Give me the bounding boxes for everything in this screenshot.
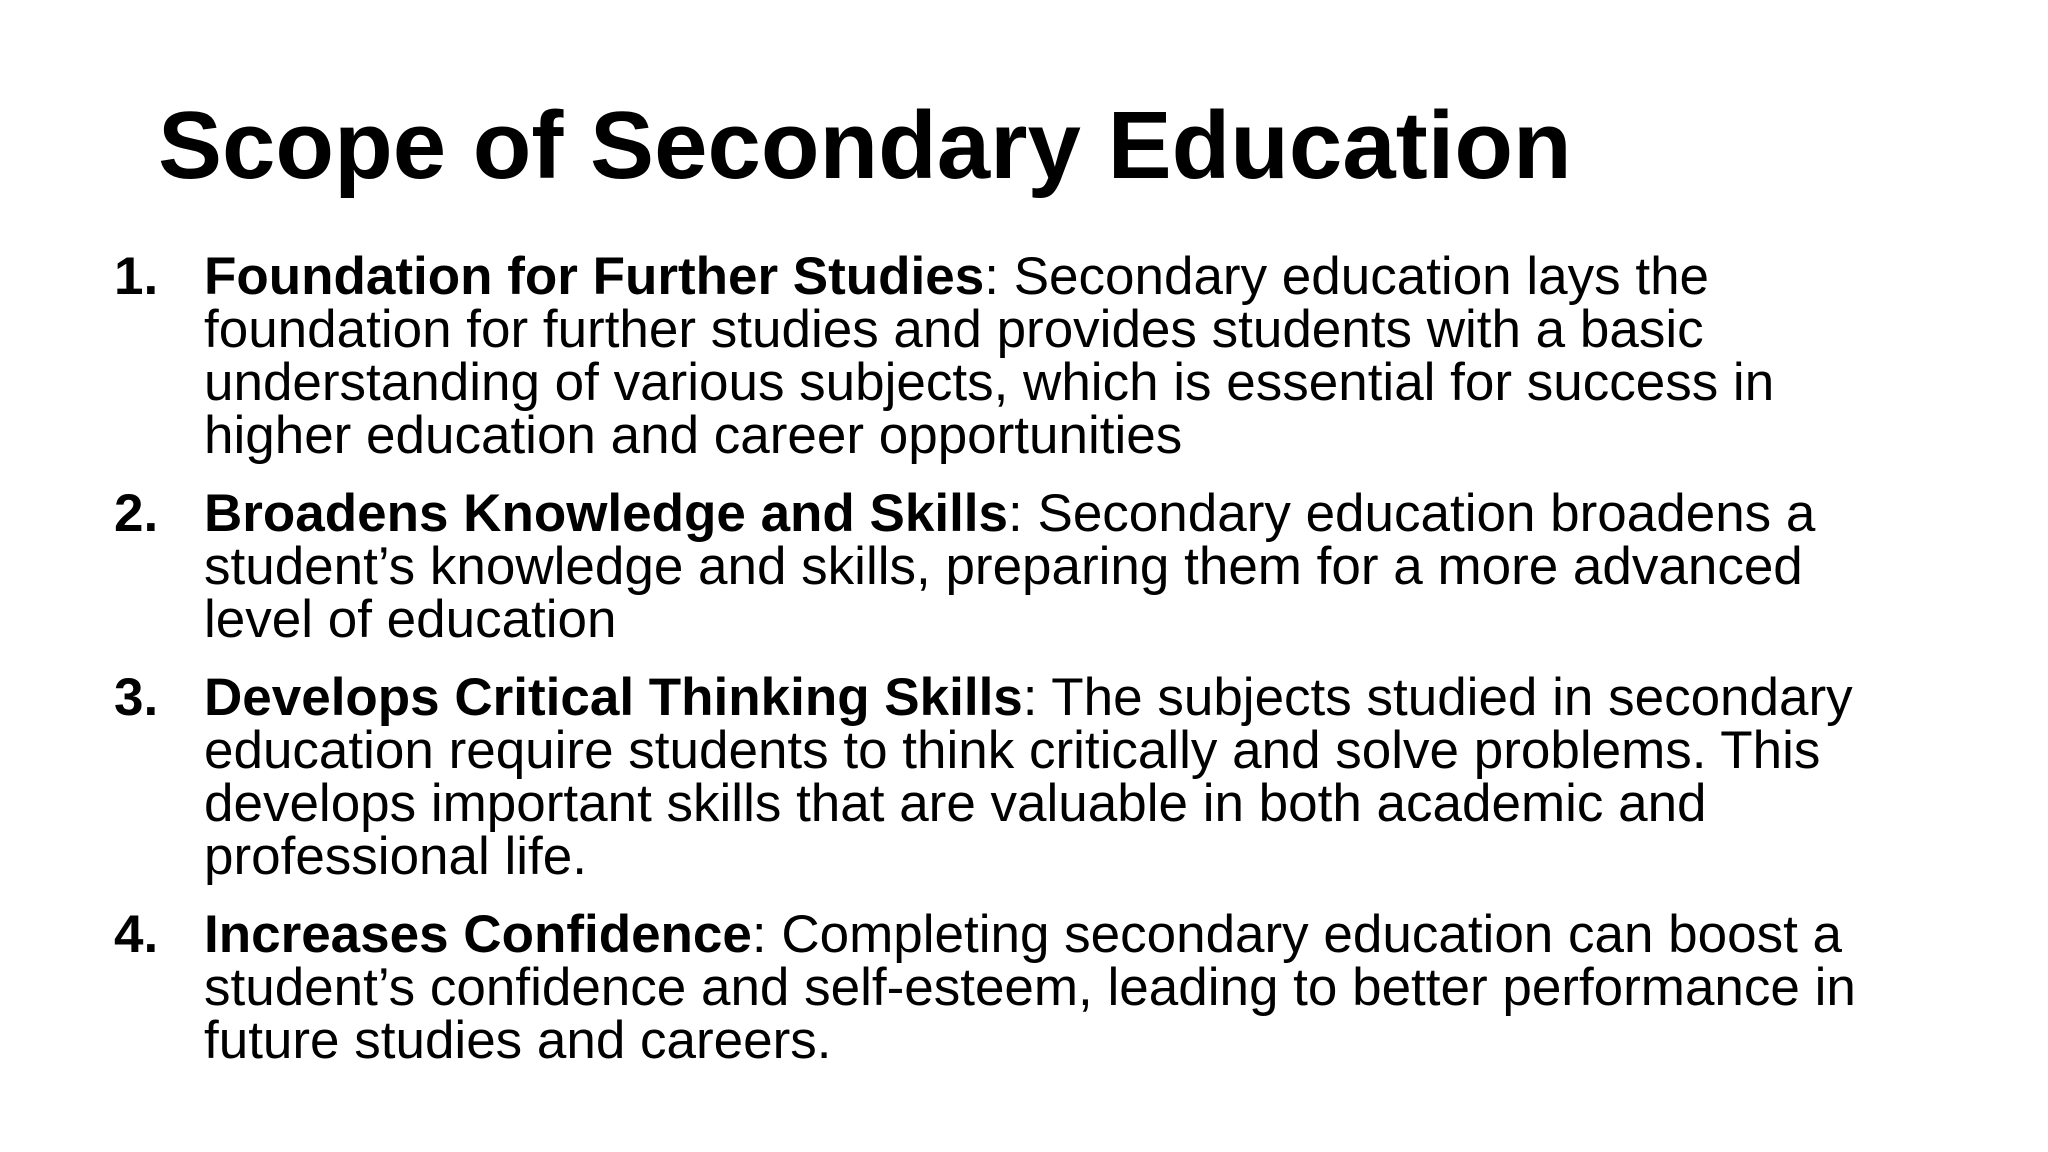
list-item-separator: :: [1008, 484, 1023, 543]
list-item-text: Secondary education broadens a student’s knowledge and skills, preparing them for a more advanced level of education: [204, 484, 1816, 649]
list-item: [114, 247, 1914, 465]
list-item: [114, 905, 1914, 1070]
list-item-text: The subjects studied in secondary education require students to think critically and solve problems. This develops important skills that are valuable in both academic and professional life.: [204, 668, 1853, 886]
list-item-separator: :: [984, 247, 999, 306]
list-item-number: 2.: [114, 484, 159, 543]
numbered-list: [114, 247, 1914, 1092]
list-item-heading: Develops Critical Thinking Skills: [204, 668, 1023, 727]
list-item-separator: :: [751, 905, 767, 964]
list-item-text: Completing secondary education can boost a student’s confidence and self-esteem, leading to better performance in future studies and careers.: [204, 905, 1856, 1070]
list-item: [114, 668, 1914, 886]
list-item-number: 1.: [114, 247, 159, 306]
list-item-heading: Broadens Knowledge and Skills: [204, 484, 1009, 543]
list-item-text: Secondary education lays the foundation for further studies and provides students with a basic understanding of various subjects, which is essential for success in higher education and career opportunities: [204, 247, 1775, 465]
list-item: [114, 484, 1914, 649]
list-item-number: 4.: [114, 905, 159, 964]
list-item-separator: :: [1022, 668, 1038, 727]
list-item-number: 3.: [114, 668, 159, 727]
list-item-heading: Foundation for Further Studies: [204, 247, 985, 306]
list-item-heading: Increases Confidence: [204, 905, 752, 964]
slide-title: Scope of Secondary Education: [158, 92, 1572, 199]
